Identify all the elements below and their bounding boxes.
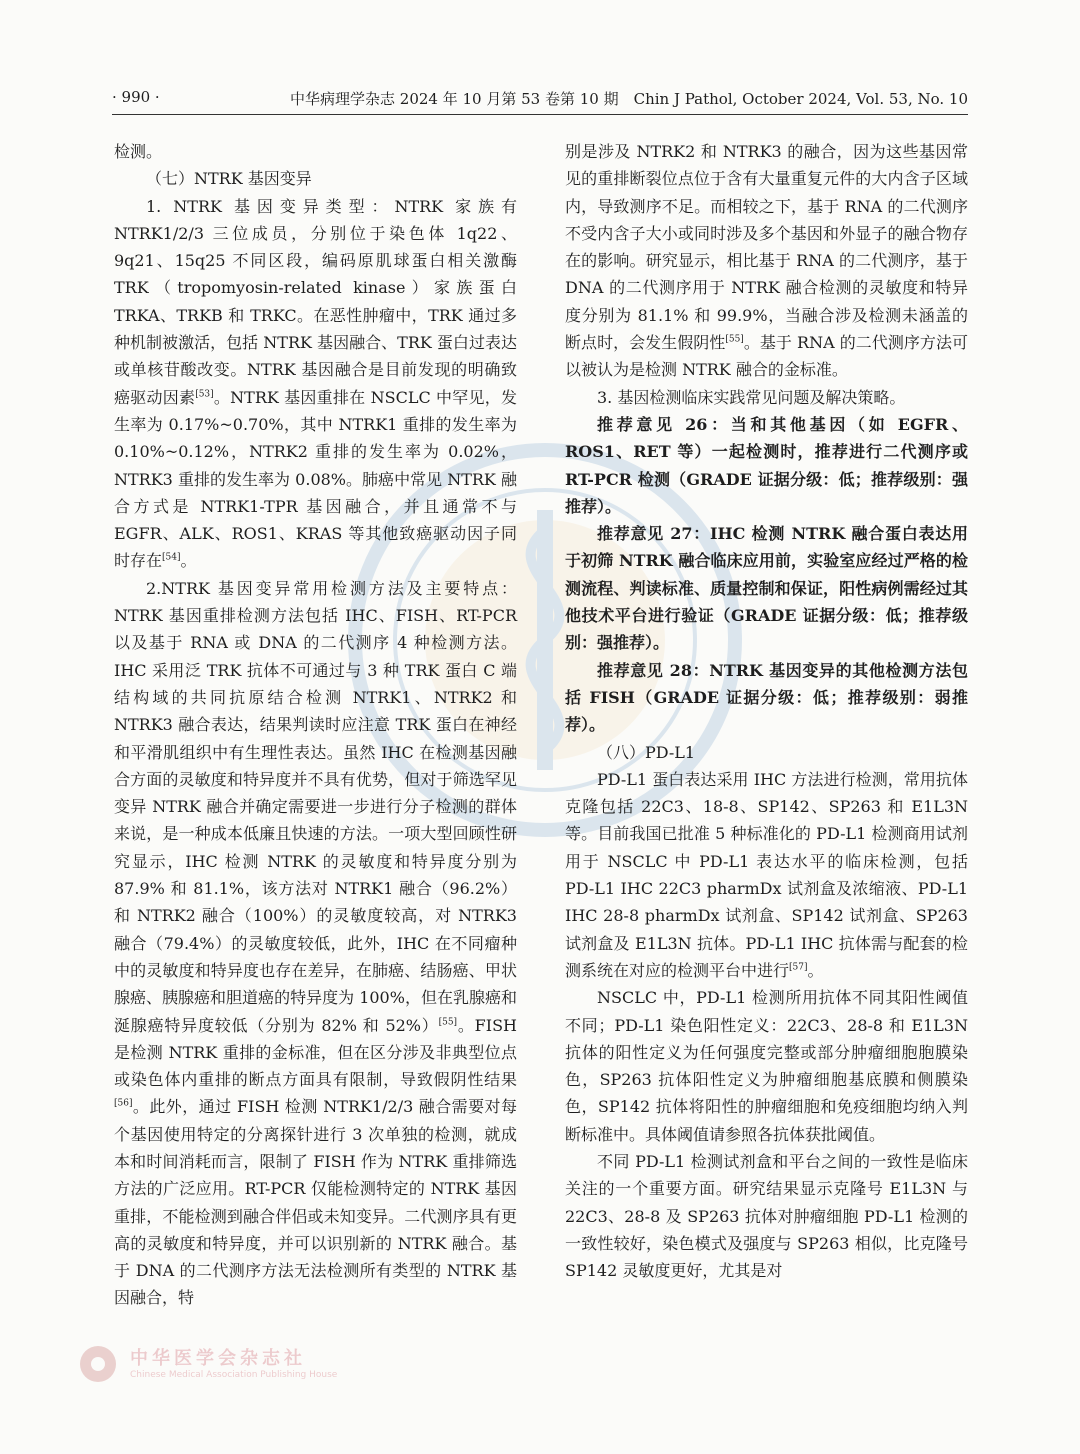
- left-column: [114, 138, 517, 1312]
- paragraph: 推荐意见 28：NTRK 基因变异的其他检测方法包括 FISH（GRADE 证据分级：低；推荐级别：弱推荐）。: [565, 660, 968, 735]
- publisher-logo: [78, 1340, 448, 1400]
- paragraph: 别是涉及 NTRK2 和 NTRK3 的融合，因为这些基因常见的重排断裂位点位于含有大量重复元件的大内含子区域内，导致测序不足。而相较之下，基于 RNA 的二代测序不受内含子大小或同时涉及多个基因和外显子的融合物存在的影响。研究显示，相比基于 RNA 的二代测序，基于 DNA 的二代测序用于 NTRK 融合检测的灵敏度和特异度分别为 81.1% 和 99.9%，当融合涉及检测未涵盖的断点时，会发生假阴性[55]。基于 RNA 的二代测序方法可以被认为是检测 NTRK 融合的金标准。: [565, 142, 968, 380]
- paragraph: 3. 基因检测临床实践常见问题及解决策略。: [597, 387, 906, 407]
- paragraph: 不同 PD-L1 检测试剂盒和平台之间的一致性是临床关注的一个重要方面。研究结果显示克隆号 E1L3N 与 22C3、28-8 及 SP263 抗体对肿瘤细胞 PD-L1 检测的一致性较好，染色模式及强度与 SP263 相似，比克隆号 SP142 灵敏度更好，尤其是对: [565, 1151, 968, 1281]
- paragraph: 2.NTRK 基因变异常用检测方法及主要特点：NTRK 基因重排检测方法包括 IHC、FISH、RT-PCR 以及基于 RNA 或 DNA 的二代测序 4 种检测方法。IHC 采用泛 TRK 抗体不可通过与 3 种 TRK 蛋白 C 端结构域的共同抗原结合检测 NTRK1、NTRK2 和 NTRK3 融合表达，结果判读时应注意 TRK 蛋白在神经和平滑肌组织中有生理性表达。虽然 IHC 在检测基因融合方面的灵敏度和特异度并不具有优势，但对于筛选罕见变异 NTRK 融合并确定需要进一步进行分子检测的群体来说，是一种成本低廉且快速的方法。一项大型回顾性研究显示，IHC 检测 NTRK 的灵敏度和特异度分别为 87.9% 和 81.1%，该方法对 NTRK1 融合（96.2%）和 NTRK2 融合（100%）的灵敏度较高，对 NTRK3 融合（79.4%）的灵敏度较低，此外，IHC 在不同瘤种中的灵敏度和特异度也存在差异，在肺癌、结肠癌、甲状腺癌、胰腺癌和胆道癌的特异度为 100%，但在乳腺癌和涎腺癌特异度较低（分别为 82% 和 52%）[55]。FISH 是检测 NTRK 重排的金标准，但在区分涉及非典型位点或染色体内重排的断点方面具有限制，导致假阴性结果[56]。此外，通过 FISH 检测 NTRK1/2/3 融合需要对每个基因使用特定的分离探针进行 3 次单独的检测，就成本和时间消耗而言，限制了 FISH 作为 NTRK 重排筛选方法的广泛应用。RT-PCR 仅能检测特定的 NTRK 基因重排，不能检测到融合伴侣或未知变异。二代测序具有更高的灵敏度和特异度，并可以识别新的 NTRK 融合。基于 DNA 的二代测序方法无法检测所有类型的 NTRK 基因融合，特: [114, 578, 517, 1308]
- paragraph: 1. NTRK 基因变异类型：NTRK 家族有NTRK1/2/3 三位成员，分别位于染色体 1q22、9q21、15q25 不同区段，编码原肌球蛋白相关激酶 TRK（tropomyosin-related kinase）家族蛋白 TRKA、TRKB 和 TRKC。在恶性肿瘤中，TRK 通过多种机制被激活，包括 NTRK 基因融合、TRK 蛋白过表达或单核苷酸改变。NTRK 基因融合是目前发现的明确致癌驱动因素[53]。NTRK 基因重排在 NSCLC 中罕见，发生率为 0.17%~0.70%，其中 NTRK1 重排的发生率为 0.10%~0.12%，NTRK2 重排的发生率为 0.02%，NTRK3 重排的发生率为 0.08%。肺癌中常见 NTRK 融合方式是 NTRK1-TPR 基因融合，并且通常不与 EGFR、ALK、ROS1、KRAS 等其他致癌驱动因子同时存在[54]。: [114, 196, 517, 571]
- paragraph: NSCLC 中，PD-L1 检测所用抗体不同其阳性阈值不同；PD-L1 染色阳性定义：22C3、28-8 和 E1L3N 抗体的阳性定义为任何强度完整或部分肿瘤细胞胞膜染色，SP263 抗体阳性定义为肿瘤细胞基底膜和侧膜染色，SP142 抗体将阳性的肿瘤细胞和免疫细胞均纳入判断标准中。具体阈值请参照各抗体获批阈值。: [565, 988, 968, 1144]
- paragraph: PD-L1 蛋白表达采用 IHC 方法进行检测，常用抗体克隆包括 22C3、18-8、SP142、SP263 和 E1L3N 等。目前我国已批准 5 种标准化的 PD-L1 检测商用试剂用于 NSCLC 中 PD-L1 表达水平的临床检测，包括 PD-L1 IHC 22C3 pharmDx 试剂盒及浓缩液、PD-L1 IHC 28-8 pharmDx 试剂盒、SP142 试剂盒、SP263 试剂盒及 E1L3N 抗体。PD-L1 IHC 抗体需与配套的检测系统在对应的检测平台中进行[57]。: [565, 769, 968, 980]
- publisher-name-en: Chinese Medical Association Publishing House: [130, 1370, 338, 1380]
- publisher-name: 中华医学会杂志社: [130, 1348, 306, 1369]
- paragraph: （八）PD-L1: [597, 742, 696, 762]
- running-header: [112, 84, 968, 115]
- right-column: [565, 138, 968, 1284]
- flower-icon: [78, 1344, 118, 1384]
- paragraph: 检测。: [114, 142, 163, 161]
- paragraph: （七）NTRK 基因变异: [146, 169, 312, 189]
- page-number: · 990 ·: [112, 88, 160, 106]
- paragraph: 推荐意见 27：IHC 检测 NTRK 融合蛋白表达用于初筛 NTRK 融合临床应用前，实验室应经过严格的检测流程、判读标准、质量控制和保证，阳性病例需经过其他技术平台进行验证（GRADE 证据分级：低；推荐级别：强推荐）。: [565, 524, 968, 653]
- paragraph: 推荐意见 26：当和其他基因（如 EGFR、ROS1、RET 等）一起检测时，推荐进行二代测序或 RT-PCR 检测（GRADE 证据分级：低；推荐级别：强推荐）。: [565, 414, 968, 516]
- journal-citation: 中华病理学杂志 2024 年 10 月第 53 卷第 10 期 Chin J Pathol, October 2024, Vol. 53, No. 10: [290, 90, 968, 108]
